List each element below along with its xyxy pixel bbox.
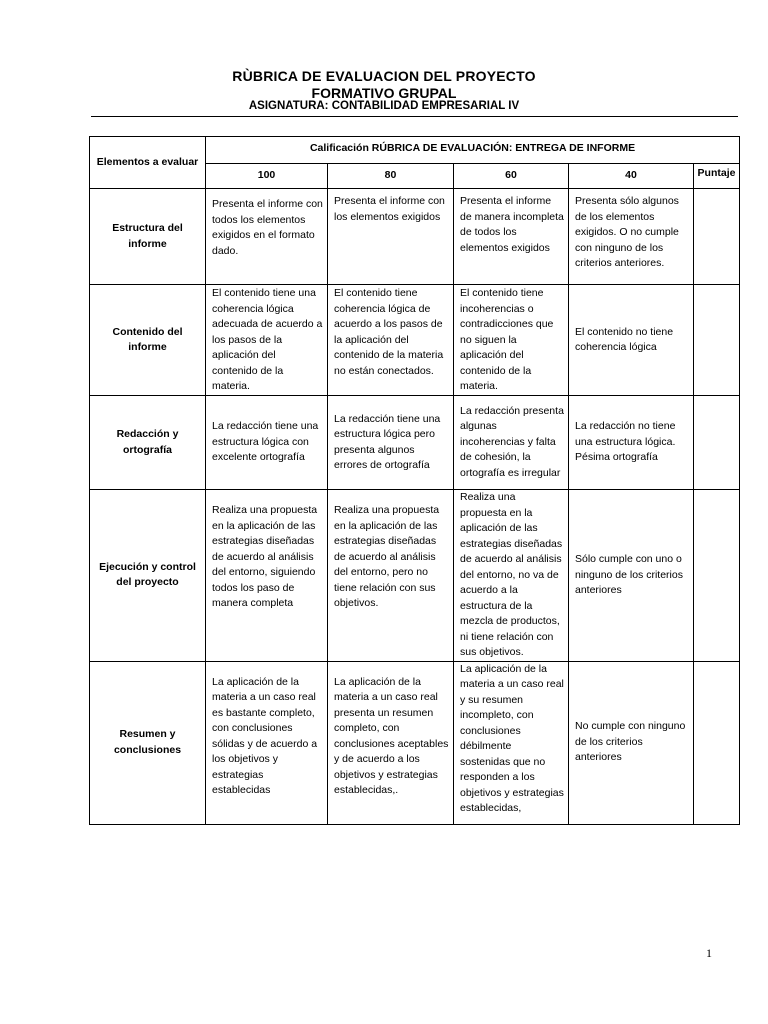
table-row: [90, 285, 740, 396]
rubric-cell-100: Realiza una propuesta en la aplicación de las estrategias diseñadas de acuerdo al análisis del entorno, siguiendo todos los paso de manera completa: [206, 490, 328, 662]
score-cell[interactable]: [694, 490, 740, 662]
rubric-cell-100: La redacción tiene una estructura lógica con excelente ortografía: [206, 396, 328, 490]
document-title-line2: FORMATIVO GRUPAL: [311, 85, 457, 101]
score-cell[interactable]: [694, 661, 740, 824]
score-cell[interactable]: [694, 396, 740, 490]
rubric-cell-60: Realiza una propuesta en la aplicación de las estrategias diseñadas de acuerdo al análisis del entorno, no va de acuerdo a la estructura de la mezcla de productos, ni tiene relación con sus objetivos.: [454, 490, 569, 662]
criterion-label: Redacción y ortografía: [90, 396, 206, 490]
rubric-cell-80: El contenido tiene coherencia lógica de acuerdo a los pasos de la aplicación del contenido de la materia no están conectados.: [328, 285, 454, 396]
level-80: 80: [328, 164, 454, 189]
rubric-title-header: Calificación RÚBRICA DE EVALUACIÓN: ENTREGA DE INFORME: [206, 137, 740, 164]
score-header: Puntaje: [694, 164, 740, 189]
criterion-label: Ejecución y control del proyecto: [90, 490, 206, 662]
rubric-cell-60: La redacción presenta algunas incoherencias y falta de cohesión, la ortografía es irregular: [454, 396, 569, 490]
rubric-cell-80: La aplicación de la materia a un caso real presenta un resumen completo, con conclusiones aceptables y de acuerdo a los objetivos y estrategias establecidas,.: [328, 661, 454, 824]
score-cell[interactable]: [694, 285, 740, 396]
level-100: 100: [206, 164, 328, 189]
header-divider: [91, 116, 738, 117]
rubric-cell-60: Presenta el informe de manera incompleta de todos los elementos exigidos: [454, 189, 569, 285]
table-row: [90, 490, 740, 662]
table-header-row: [90, 137, 740, 164]
rubric-cell-40: Sólo cumple con uno o ninguno de los criterios anteriores: [569, 490, 694, 662]
criterion-label: Resumen y conclusiones: [90, 661, 206, 824]
subject-heading: ASIGNATURA: CONTABILIDAD EMPRESARIAL IV: [248, 100, 520, 112]
rubric-cell-60: El contenido tiene incoherencias o contradicciones que no siguen la aplicación del contenido de la materia.: [454, 285, 569, 396]
rubric-table: [89, 136, 740, 825]
level-40: 40: [569, 164, 694, 189]
rubric-cell-80: Presenta el informe con los elementos exigidos: [328, 189, 454, 285]
table-row: [90, 189, 740, 285]
rubric-cell-100: El contenido tiene una coherencia lógica adecuada de acuerdo a los pasos de la aplicación del contenido de la materia.: [206, 285, 328, 396]
rubric-cell-60: La aplicación de la materia a un caso real y su resumen incompleto, con conclusiones débilmente sostenidas que no responden a los objetivos y estrategias establecidas,: [454, 661, 569, 824]
table-row: [90, 661, 740, 824]
elements-header: Elementos a evaluar: [90, 137, 206, 189]
criterion-label: Contenido del informe: [90, 285, 206, 396]
document-title: RÙBRICA DE EVALUACION DEL PROYECTO: [232, 68, 536, 84]
rubric-cell-40: El contenido no tiene coherencia lógica: [569, 285, 694, 396]
rubric-cell-40: Presenta sólo algunos de los elementos exigidos. O no cumple con ninguno de los criterios anteriores.: [569, 189, 694, 285]
rubric-cell-80: La redacción tiene una estructura lógica pero presenta algunos errores de ortografía: [328, 396, 454, 490]
rubric-cell-100: Presenta el informe con todos los elementos exigidos en el formato dado.: [206, 189, 328, 285]
table-row: [90, 396, 740, 490]
criterion-label: Estructura del informe: [90, 189, 206, 285]
score-cell[interactable]: [694, 189, 740, 285]
rubric-cell-100: La aplicación de la materia a un caso real es bastante completo, con conclusiones sólidas y de acuerdo a los objetivos y estrategias establecidas: [206, 661, 328, 824]
rubric-cell-80: Realiza una propuesta en la aplicación de las estrategias diseñadas de acuerdo al análisis del entorno, pero no tiene relación con sus objetivos.: [328, 490, 454, 662]
page-number: 1: [706, 946, 712, 960]
rubric-cell-40: No cumple con ninguno de los criterios anteriores: [569, 661, 694, 824]
level-60: 60: [454, 164, 569, 189]
rubric-cell-40: La redacción no tiene una estructura lógica. Pésima ortografía: [569, 396, 694, 490]
